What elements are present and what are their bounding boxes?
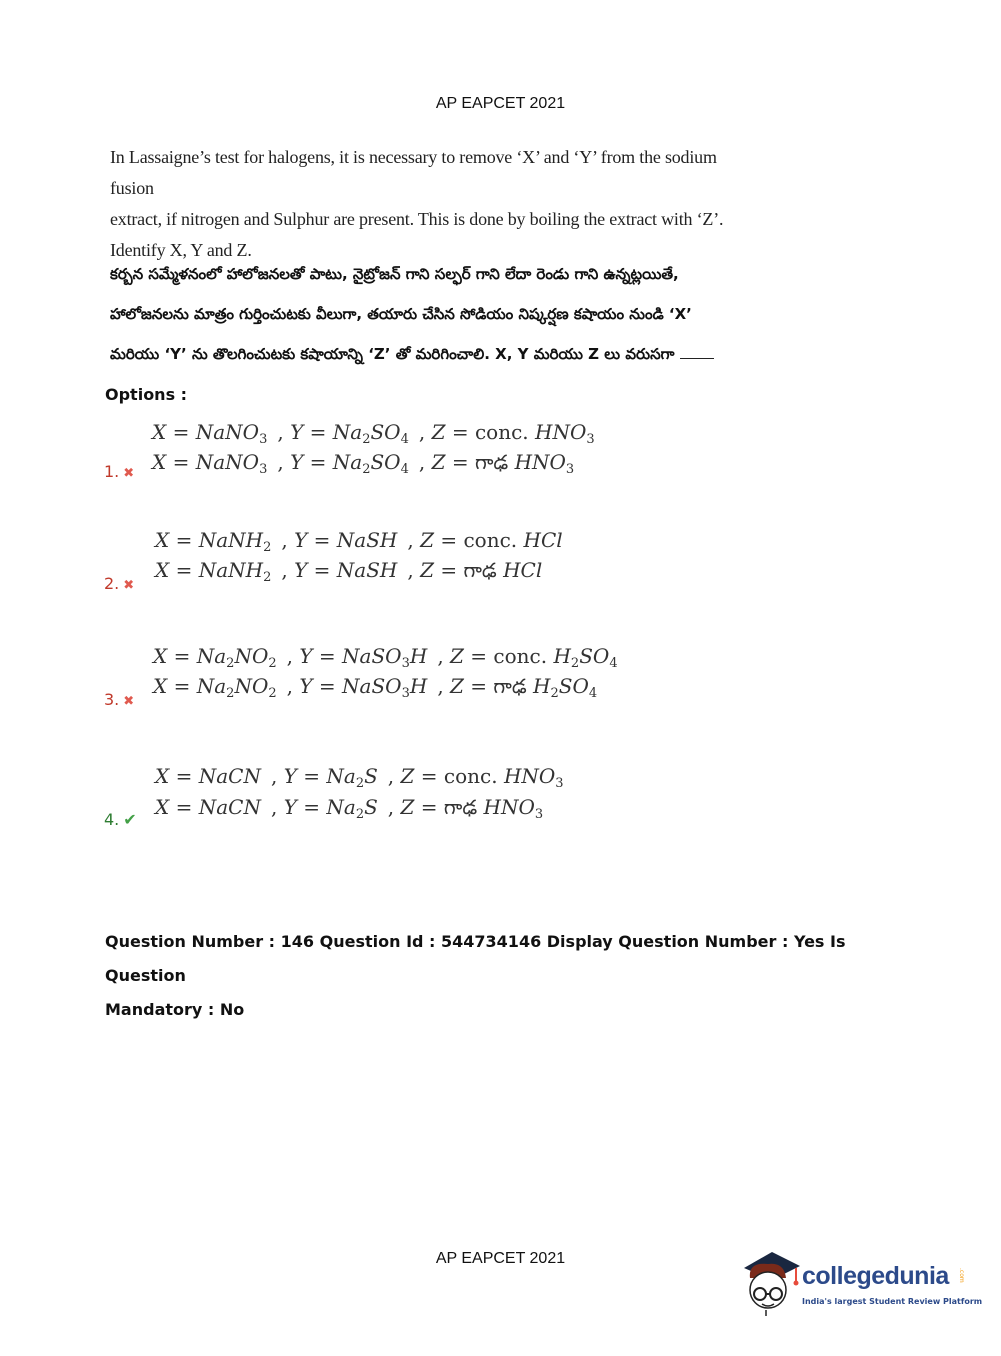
- option-formula-telugu: X = NaCN , $Y = Na_2S$ , Z = గాఢ $HNO_3$: [155, 795, 544, 822]
- cross-icon: ✖: [123, 466, 135, 481]
- option-3[interactable]: [0, 642, 1001, 712]
- option-number: 3. ✖: [104, 690, 135, 709]
- question-line: extract, if nitrogen and Sulphur are present. This is done by boiling the extract with ‘Z’.: [110, 209, 724, 229]
- answer-blank: [680, 346, 714, 359]
- question-line: In Lassaigne’s test for halogens, it is necessary to remove ‘X’ and ‘Y’ from the sodium fusion: [110, 147, 717, 198]
- option-4[interactable]: [0, 762, 1001, 834]
- page-header-title: AP EAPCET 2021: [435, 95, 566, 112]
- option-formula-english: X = NaCN , $Y = Na_2S$ , Z = conc. $HNO_3$: [155, 764, 564, 791]
- option-formula-telugu: X = NaNH$_2$ , Y = NaSH , Z = గాఢ HCl: [155, 558, 543, 585]
- question-line-telugu: హాలోజనలను మాత్రం గుర్తించుటకు వీలుగా, తయారు చేసిన సోడియం నిష్కర్షణ కషాయం నుండి ‘X’: [110, 305, 692, 323]
- option-formula-telugu: $X = Na_2NO_2$ , Y = NaSO$_3$H , Z = గాఢ $H_2SO_4$: [153, 674, 598, 701]
- question-text-english: [110, 142, 730, 266]
- option-number: 4. ✔: [104, 810, 137, 829]
- question-line-telugu: మరియు ‘Y’ ను తొలగించుటకు కషాయాన్ని ‘Z’ తో మరిగించాలి. X, Y మరియు Z లు వరుసగా: [110, 334, 750, 374]
- brand-tagline: India's largest Student Review Platform: [802, 1297, 983, 1306]
- option-2[interactable]: [0, 526, 1001, 596]
- question-text-telugu: [110, 254, 750, 374]
- option-formula-english: X = NaNH$_2$ , Y = NaSH , Z = conc. HCl: [155, 528, 563, 555]
- brand-suffix: .com: [958, 1268, 965, 1283]
- options-label: Options :: [105, 385, 188, 404]
- option-formula-telugu: X = NaNO$_3$ , $Y = Na_2SO_4$ , Z = గాఢ $HNO_3$: [152, 450, 575, 477]
- cross-icon: ✖: [123, 578, 135, 593]
- check-icon: ✔: [123, 810, 137, 829]
- cross-icon: ✖: [123, 694, 135, 709]
- question-meta: [105, 925, 905, 1027]
- meta-line: Question Number : 146 Question Id : 544734146 Display Question Number : Yes Is Question: [105, 932, 846, 985]
- option-number: 2. ✖: [104, 574, 135, 593]
- question-line-telugu: కర్బన సమ్మేళనంలో హాలోజనలతో పాటు, నైట్రోజన్ గాని సల్ఫర్ గాని లేదా రెండు గాని ఉన్నట్లయితే,: [110, 265, 679, 283]
- question-line: Identify X, Y and Z.: [110, 240, 252, 260]
- meta-line: Mandatory : No: [105, 1000, 245, 1019]
- option-number: 1. ✖: [104, 462, 135, 481]
- option-formula-english: $X = Na_2NO_2$ , Y = NaSO$_3$H , Z = conc. $H_2SO_4$: [153, 644, 618, 671]
- graduate-mascot-icon: [740, 1248, 802, 1318]
- page-footer-title: AP EAPCET 2021: [435, 1250, 566, 1267]
- brand-name: collegedunia: [802, 1262, 949, 1290]
- option-formula-english: X = NaNO$_3$ , $Y = Na_2SO_4$ , Z = conc. $HNO_3$: [152, 420, 595, 447]
- collegedunia-logo[interactable]: [740, 1248, 983, 1318]
- option-1[interactable]: [0, 418, 1001, 488]
